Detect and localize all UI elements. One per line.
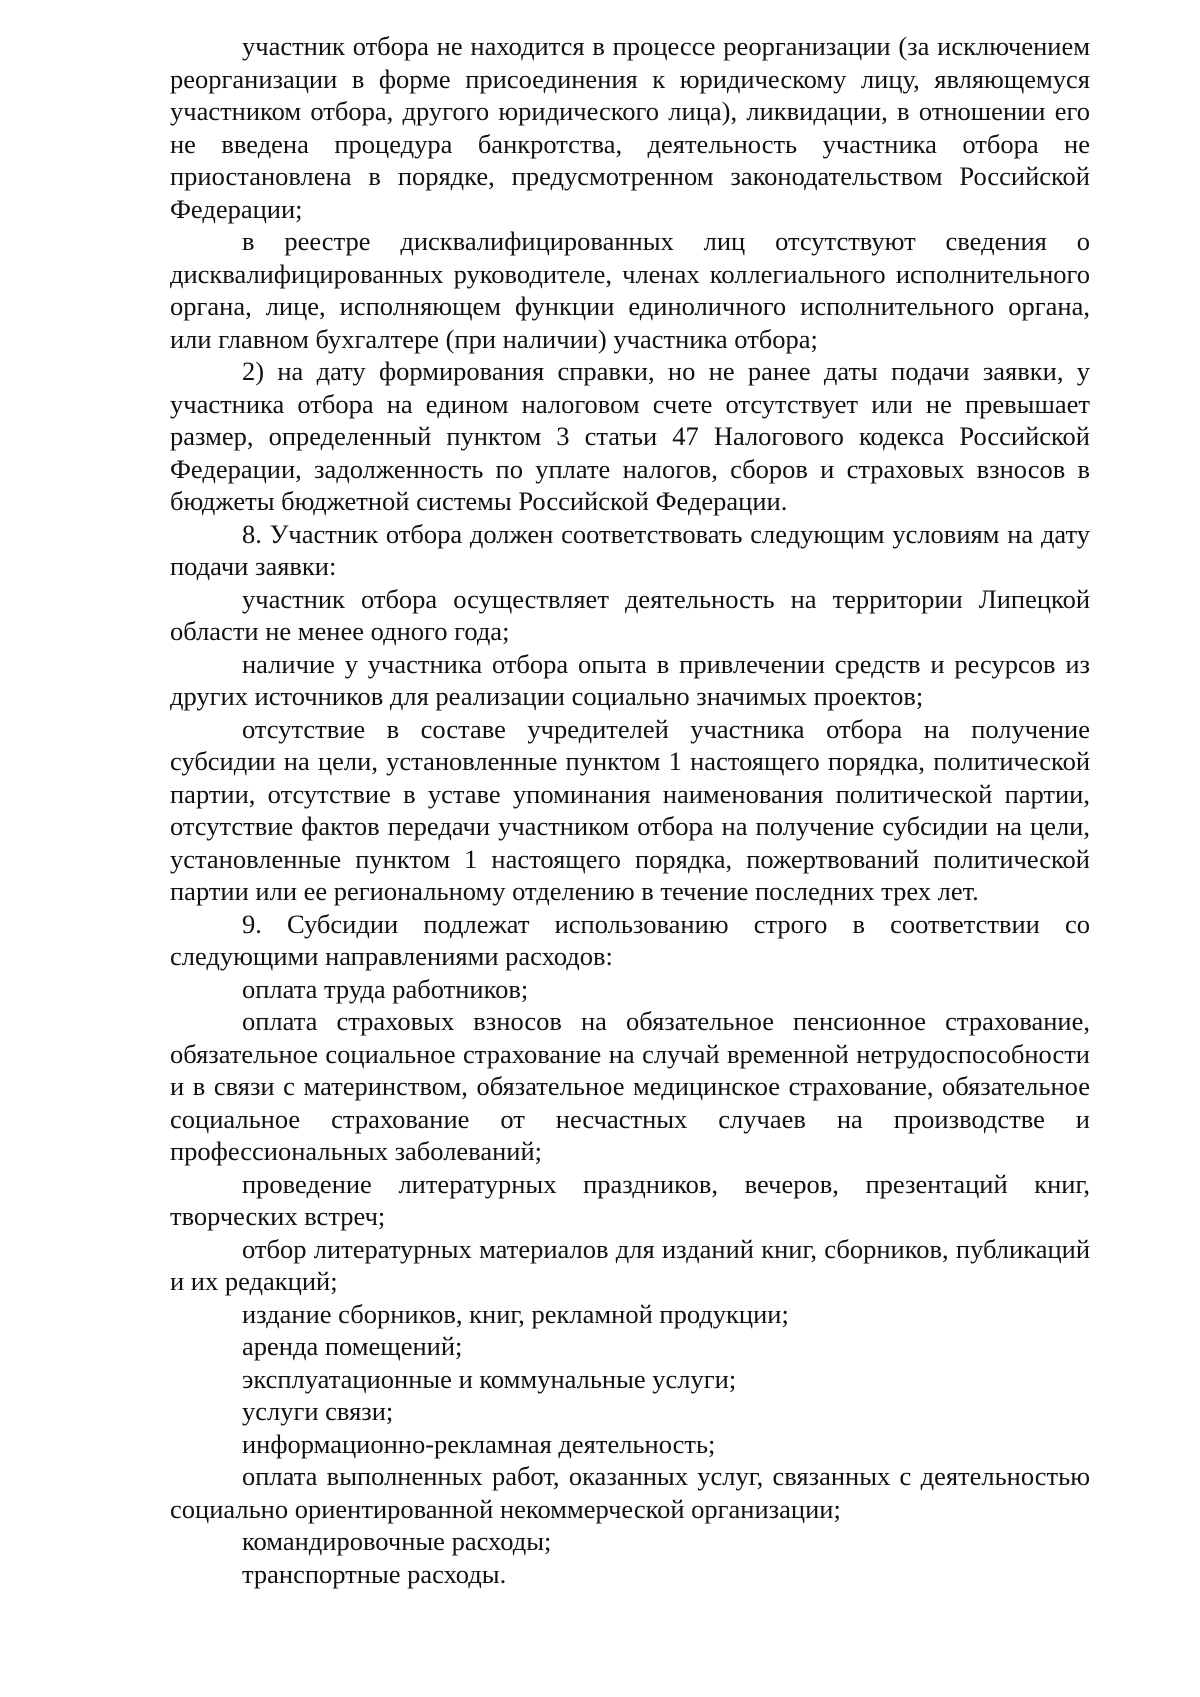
list-item-literary-events: проведение литературных праздников, вечеров, презентаций книг, творческих встреч; bbox=[170, 1168, 1090, 1231]
paragraph-political-party: отсутствие в составе учредителей участника отбора на получение субсидии на цели, установленные пунктом 1 настоящего порядка, политической партии, отсутствие в уставе упоминания наименования политической партии, отсутствие фактов передачи участником отбора на получение субсидии на цели, установленные пунктом 1 настоящего порядка, пожертвований политической партии или ее региональному отделению в течение последних трех лет. bbox=[170, 713, 1090, 906]
list-item-advertising: информационно-рекламная деятельность; bbox=[242, 1428, 716, 1459]
list-item-transport: транспортные расходы. bbox=[242, 1558, 507, 1589]
list-item-literary-selection: отбор литературных материалов для изданий книг, сборников, публикаций и их редакций; bbox=[170, 1233, 1090, 1296]
list-item-salaries: оплата труда работников; bbox=[242, 973, 529, 1004]
paragraph-section-8: 8. Участник отбора должен соответствовать следующим условиям на дату подачи заявки: bbox=[170, 518, 1090, 581]
paragraph-fundraising-experience: наличие у участника отбора опыта в привлечении средств и ресурсов из других источников для реализации социально значимых проектов; bbox=[170, 648, 1090, 711]
paragraph-section-9: 9. Субсидии подлежат использованию строго в соответствии со следующими направлениями расходов: bbox=[170, 908, 1090, 971]
list-item-utilities: эксплуатационные и коммунальные услуги; bbox=[242, 1363, 737, 1394]
paragraph-reorganization: участник отбора не находится в процессе реорганизации (за исключением реорганизации в форме присоединения к юридическому лицу, являющемуся участником отбора, другого юридического лица), ликвидации, в отношении его не введена процедура банкротства, деятельность участника отбора не приостановлена в порядке, предусмотренном законодательством Российской Федерации; bbox=[170, 31, 1090, 224]
list-item-insurance: оплата страховых взносов на обязательное пенсионное страхование, обязательное социальное страхование на случай временной нетрудоспособности и в связи с материнством, обязательное медицинское страхование, обязательное социальное страхование от несчастных случаев на производстве и профессиональных заболеваний; bbox=[170, 1006, 1090, 1166]
list-item-works-services: оплата выполненных работ, оказанных услуг, связанных с деятельностью социально ориентированной некоммерческой организации; bbox=[170, 1461, 1090, 1524]
list-item-rent: аренда помещений; bbox=[242, 1331, 463, 1361]
list-item-publishing: издание сборников, книг, рекламной продукции; bbox=[242, 1298, 789, 1329]
list-item-communications: услуги связи; bbox=[242, 1396, 394, 1426]
paragraph-disqualified-registry: в реестре дисквалифицированных лиц отсутствуют сведения о дисквалифицированных руководителе, членах коллегиального исполнительного органа, лице, исполняющем функции единоличного исполнительного органа, или главном бухгалтере (при наличии) участника отбора; bbox=[170, 226, 1090, 354]
paragraph-tax-debt: 2) на дату формирования справки, но не ранее даты подачи заявки, у участника отбора на едином налоговом счете отсутствует или не превышает размер, определенный пунктом 3 статьи 47 Налогового кодекса Российской Федерации, задолженность по уплате налогов, сборов и страховых взносов в бюджеты бюджетной системы Российской Федерации. bbox=[170, 356, 1090, 516]
paragraph-lipetsk-activity: участник отбора осуществляет деятельность на территории Липецкой области не менее одного года; bbox=[170, 583, 1090, 646]
list-item-travel: командировочные расходы; bbox=[242, 1526, 552, 1556]
